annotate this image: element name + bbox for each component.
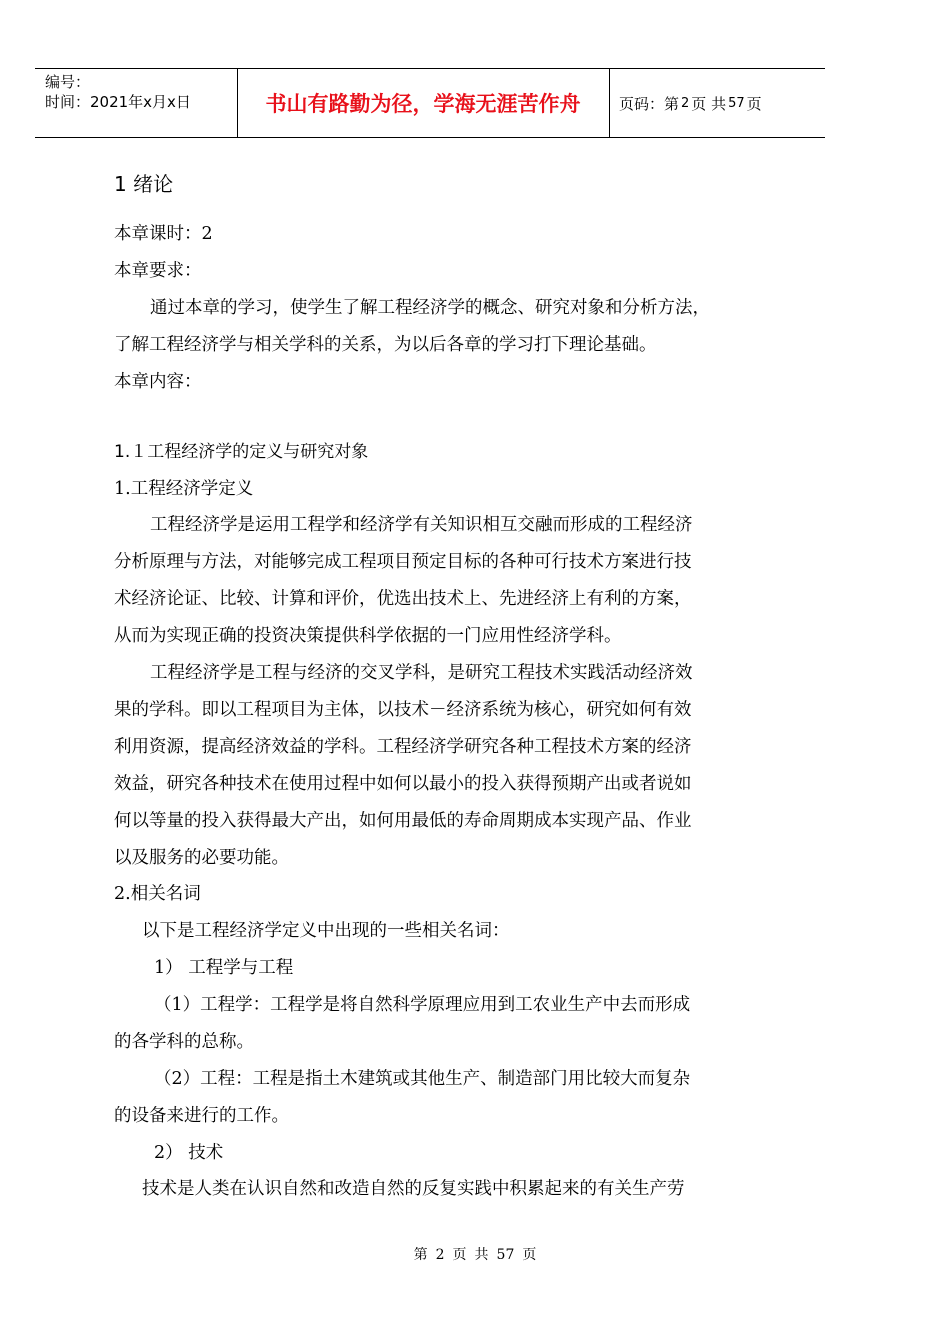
footer-current-page: 2 bbox=[435, 1247, 445, 1263]
list-item: 2） 技术 bbox=[154, 1143, 224, 1163]
header-time: 时间：2021年x月x日 bbox=[45, 93, 191, 111]
header-divider-right bbox=[609, 69, 610, 137]
footer-mid1: 页 bbox=[452, 1247, 467, 1263]
paragraph-line: 效益，研究各种技术在使用过程中如何以最小的投入获得预期产出或者说如 bbox=[114, 774, 692, 794]
paragraph-line: 工程经济学是运用工程学和经济学有关知识相互交融而形成的工程经济 bbox=[150, 515, 693, 535]
paragraph-line: 何以等量的投入获得最大产出，如何用最低的寿命周期成本实现产品、作业 bbox=[114, 811, 692, 831]
header-page-label: 页码：第 bbox=[619, 94, 680, 113]
paragraph-line: 的各学科的总称。 bbox=[114, 1032, 254, 1052]
footer-mid2: 共 bbox=[474, 1247, 489, 1263]
paragraph-line: 工程经济学是工程与经济的交叉学科，是研究工程技术实践活动经济效 bbox=[150, 663, 693, 683]
header-code: 编号： bbox=[45, 73, 91, 91]
paragraph-line: （1）工程学：工程学是将自然科学原理应用到工农业生产中去而形成 bbox=[154, 995, 691, 1015]
document-header bbox=[35, 68, 825, 138]
footer-suffix: 页 bbox=[522, 1247, 537, 1263]
list-item: 1） 工程学与工程 bbox=[154, 958, 294, 978]
header-meta bbox=[45, 72, 191, 112]
section-title: 1.１工程经济学的定义与研究对象 bbox=[114, 442, 369, 462]
header-page-mid: 页 共 bbox=[691, 94, 727, 113]
header-page-end: 页 bbox=[746, 94, 762, 113]
page-footer bbox=[0, 1244, 950, 1264]
paragraph-line: 技术是人类在认识自然和改造自然的反复实践中积累起来的有关生产劳 bbox=[142, 1179, 685, 1199]
footer-total-pages: 57 bbox=[496, 1247, 515, 1263]
paragraph-line: 以下是工程经济学定义中出现的一些相关名词： bbox=[142, 921, 510, 941]
paragraph-line: 果的学科。即以工程项目为主体，以技术－经济系统为核心，研究如何有效 bbox=[114, 700, 692, 720]
requirements-line: 了解工程经济学与相关学科的关系，为以后各章的学习打下理论基础。 bbox=[114, 335, 657, 355]
chapter-hours: 本章课时：2 bbox=[114, 224, 213, 244]
chapter-title: 1 绪论 bbox=[114, 172, 174, 196]
header-page-info bbox=[619, 69, 762, 137]
requirements-line: 通过本章的学习，使学生了解工程经济学的概念、研究对象和分析方法， bbox=[150, 298, 710, 318]
subsection-title: 2.相关名词 bbox=[114, 884, 201, 904]
paragraph-line: 利用资源，提高经济效益的学科。工程经济学研究各种工程技术方案的经济 bbox=[114, 737, 692, 757]
header-motto: 书山有路勤为径，学海无涯苦作舟 bbox=[265, 92, 581, 116]
subsection-title: 1.工程经济学定义 bbox=[114, 479, 254, 499]
paragraph-line: 分析原理与方法，对能够完成工程项目预定目标的各种可行技术方案进行技 bbox=[114, 552, 692, 572]
header-page-total: 57 bbox=[728, 95, 745, 111]
paragraph-line: 术经济论证、比较、计算和评价，优选出技术上、先进经济上有利的方案， bbox=[114, 589, 692, 609]
paragraph-line: 以及服务的必要功能。 bbox=[114, 848, 289, 868]
content-label: 本章内容： bbox=[114, 372, 202, 392]
footer-prefix: 第 bbox=[413, 1247, 428, 1263]
paragraph-line: 从而为实现正确的投资决策提供科学依据的一门应用性经济学科。 bbox=[114, 626, 622, 646]
paragraph-line: （2）工程：工程是指土木建筑或其他生产、制造部门用比较大而复杂 bbox=[154, 1069, 691, 1089]
header-page-current: 2 bbox=[681, 95, 690, 111]
paragraph-line: 的设备来进行的工作。 bbox=[114, 1106, 289, 1126]
requirements-label: 本章要求： bbox=[114, 261, 202, 281]
